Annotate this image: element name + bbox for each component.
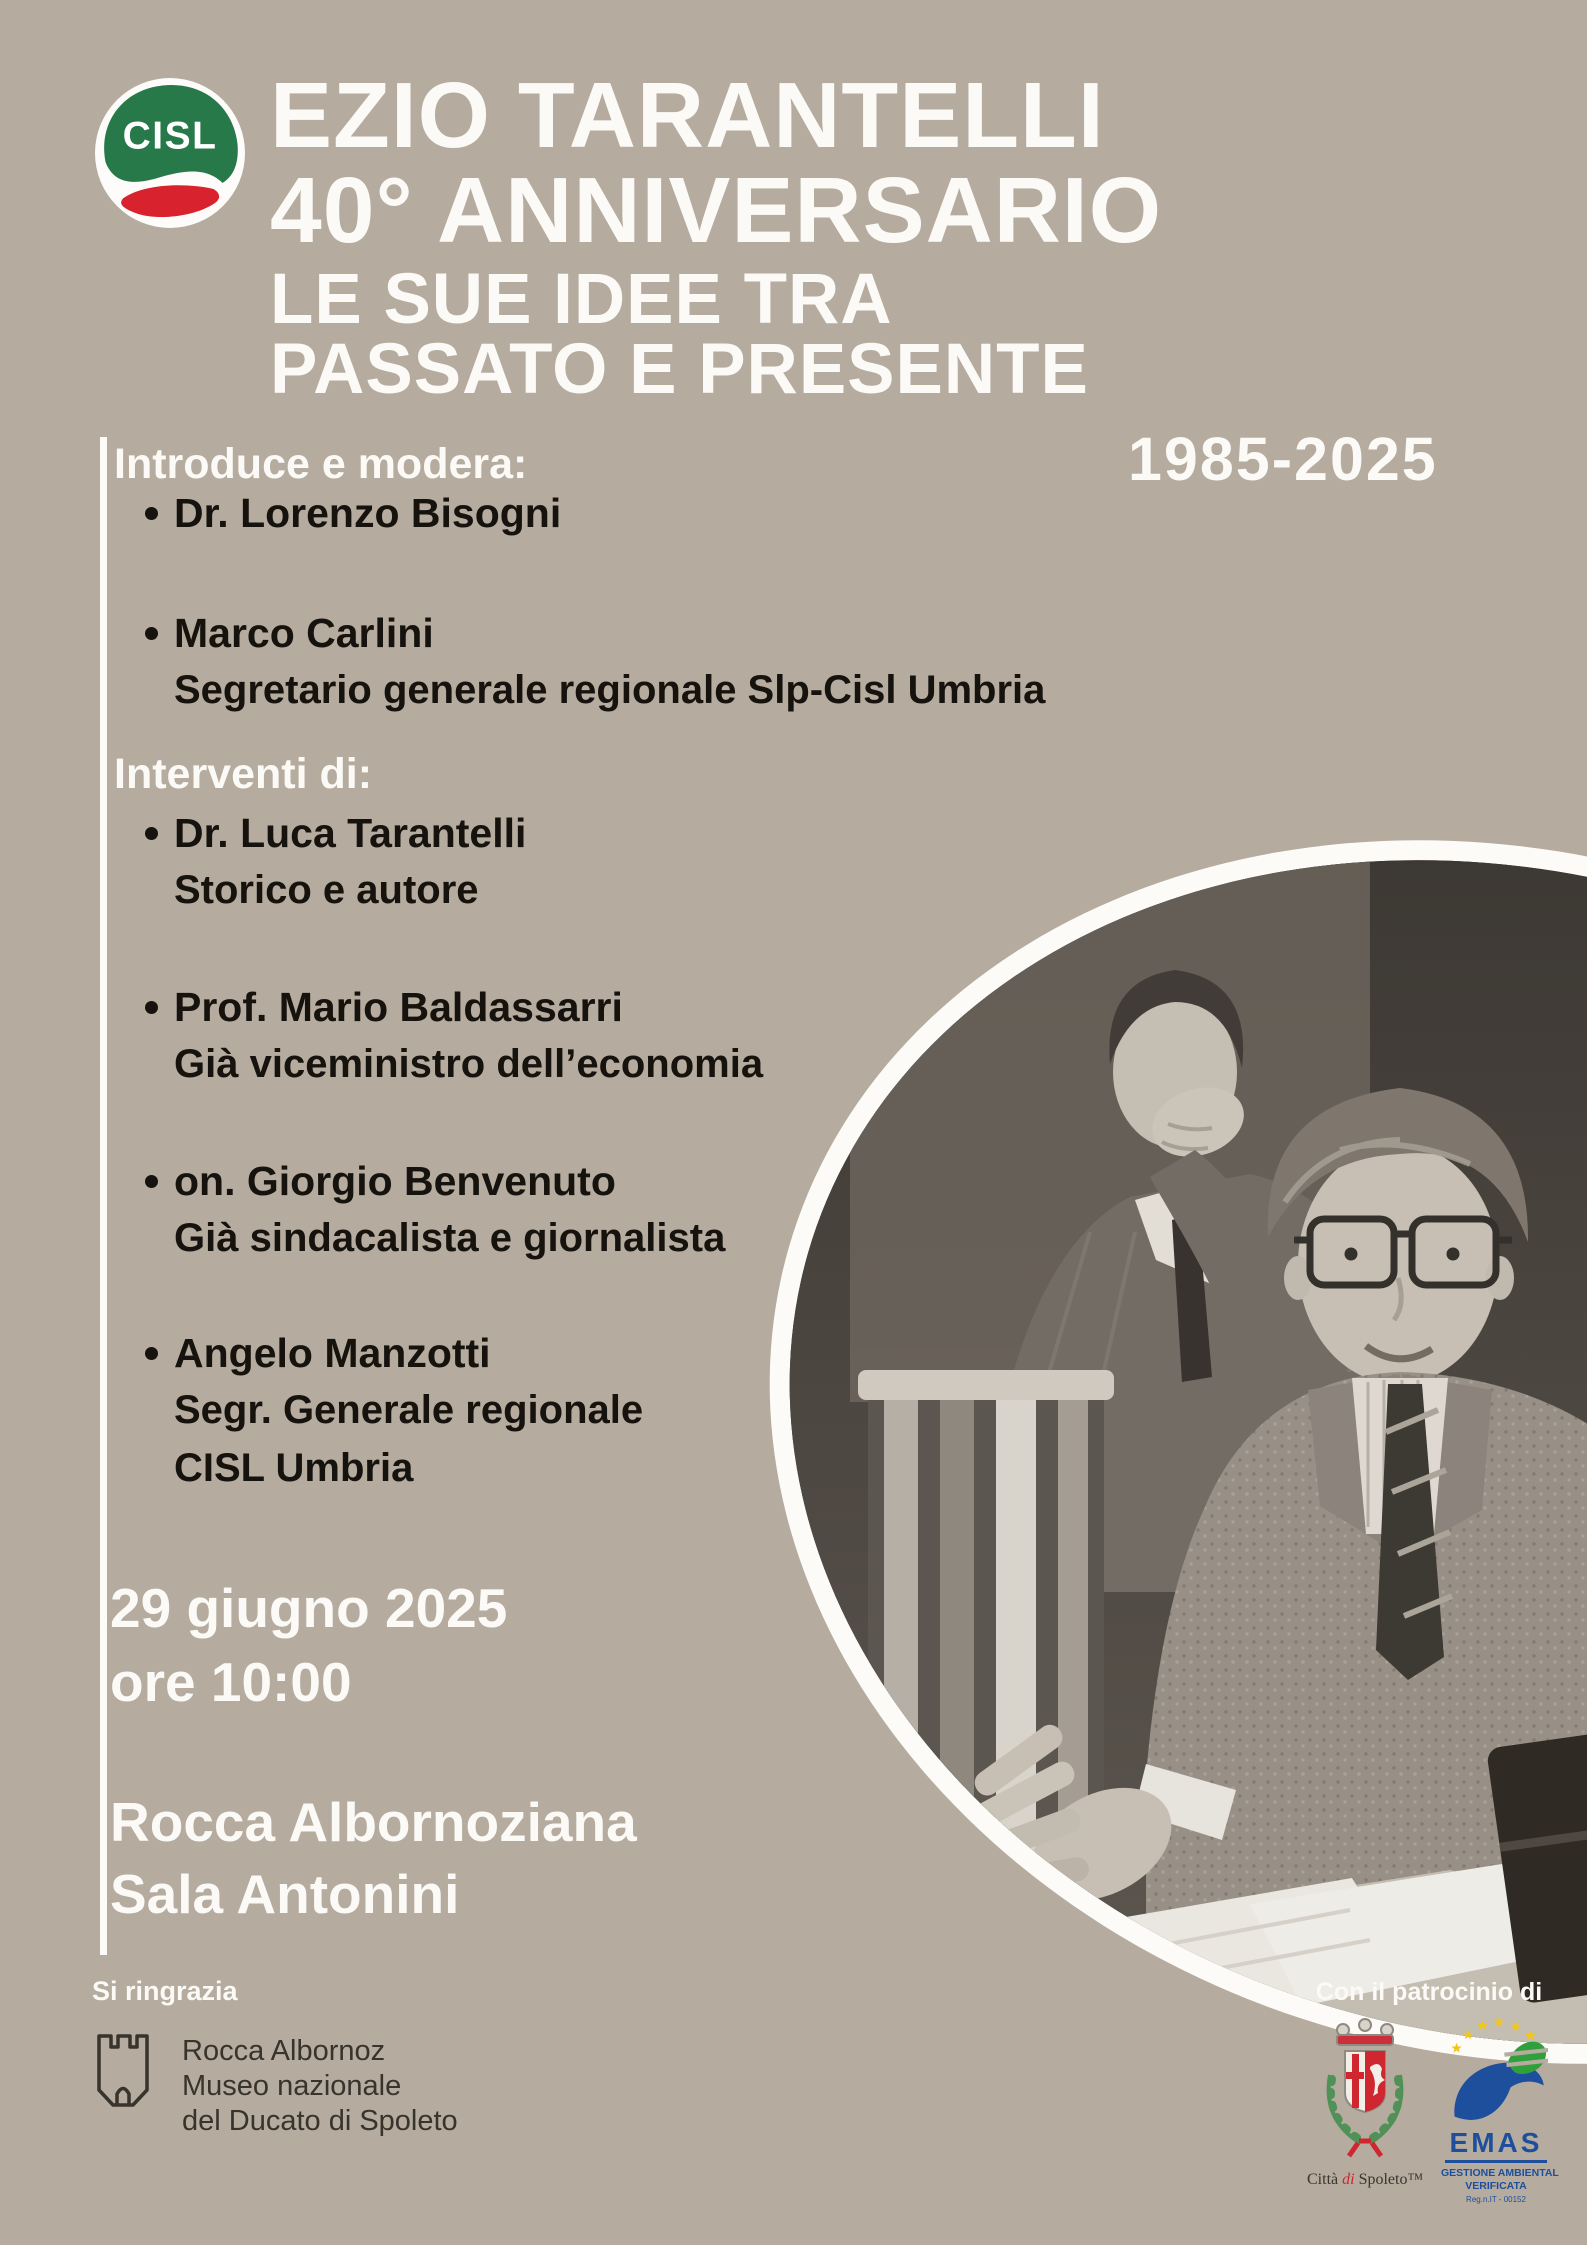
cisl-logo [95, 78, 245, 228]
emas-tagline-2: VERIFICATA [1465, 2180, 1527, 2192]
spoleto-caption-post: Spoleto [1358, 2171, 1408, 2188]
spoleto-caption [1307, 2171, 1423, 2189]
speaker-name: Dr. Luca Tarantelli [174, 810, 527, 856]
subtitle-line-1: LE SUE IDEE TRA [270, 260, 893, 339]
speaker-name: Angelo Manzotti [174, 1330, 491, 1376]
speaker-role-line2: CISL Umbria [174, 1446, 414, 1490]
bullet-icon [145, 1175, 158, 1188]
list-item [145, 810, 526, 857]
museum-line-3: del Ducato di Spoleto [182, 2105, 458, 2137]
speaker-role: Storico e autore [174, 868, 479, 912]
bullet-icon [145, 1001, 158, 1014]
left-rule [100, 437, 107, 1955]
speaker-name: Dr. Lorenzo Bisogni [174, 490, 562, 536]
event-venue: Rocca Albornoziana [110, 1791, 637, 1853]
speaker-name: Prof. Mario Baldassarri [174, 984, 623, 1030]
list-item [145, 984, 623, 1031]
emas-logo [1441, 2017, 1559, 2204]
castle-icon [93, 2030, 153, 2122]
list-item [145, 1330, 491, 1377]
museum-line-2: Museo nazionale [182, 2070, 402, 2102]
subtitle-line-2: PASSATO E PRESENTE [270, 330, 1089, 409]
spoleto-coat-of-arms-icon [1307, 2017, 1423, 2167]
bullet-icon [145, 627, 158, 640]
bullet-icon [145, 827, 158, 840]
title-line-2: 40° ANNIVERSARIO [270, 158, 1163, 262]
speaker-role: Segr. Generale regionale [174, 1388, 644, 1432]
emas-tagline-1: GESTIONE AMBIENTAL [1441, 2167, 1559, 2179]
speaker-role: Già viceministro dell’economia [174, 1042, 764, 1086]
museum-line-1: Rocca Albornoz [182, 2035, 386, 2067]
anniversary-years: 1985-2025 [1128, 425, 1438, 493]
speaker-name: on. Giorgio Benvenuto [174, 1158, 616, 1204]
cisl-logo-text: CISL [122, 114, 218, 158]
emas-registration: Reg.n.IT - 00152 [1466, 2195, 1526, 2204]
patronage-label: Con il patrocinio di [1315, 1978, 1543, 2006]
spoleto-crest [1307, 2017, 1423, 2189]
event-time: ore 10:00 [110, 1651, 352, 1713]
thanks-label: Si ringrazia [92, 1976, 238, 2006]
list-item [145, 610, 434, 657]
emas-rule [1445, 2160, 1547, 2163]
spoleto-caption-pre: Città [1307, 2171, 1339, 2188]
intro-header: Introduce e modera: [114, 440, 528, 488]
speaker-role: Già sindacalista e giornalista [174, 1216, 726, 1260]
event-date: 29 giugno 2025 [110, 1577, 508, 1639]
patronage-block [1286, 1978, 1572, 2204]
event-room: Sala Antonini [110, 1863, 460, 1925]
spoleto-trademark: ™ [1407, 2171, 1424, 2188]
spoleto-caption-di: di [1342, 2171, 1355, 2188]
speaker-name: Marco Carlini [174, 610, 434, 656]
emas-emblem-icon [1444, 2017, 1548, 2129]
museum-name [182, 2034, 458, 2139]
list-item [145, 490, 561, 537]
speakers-header: Interventi di: [114, 750, 373, 798]
emas-name: EMAS [1449, 2127, 1543, 2158]
list-item [145, 1158, 616, 1205]
speaker-role: Segretario generale regionale Slp-Cisl Umbria [174, 668, 1046, 712]
title-line-1: EZIO TARANTELLI [270, 63, 1105, 167]
bullet-icon [145, 507, 158, 520]
bullet-icon [145, 1347, 158, 1360]
